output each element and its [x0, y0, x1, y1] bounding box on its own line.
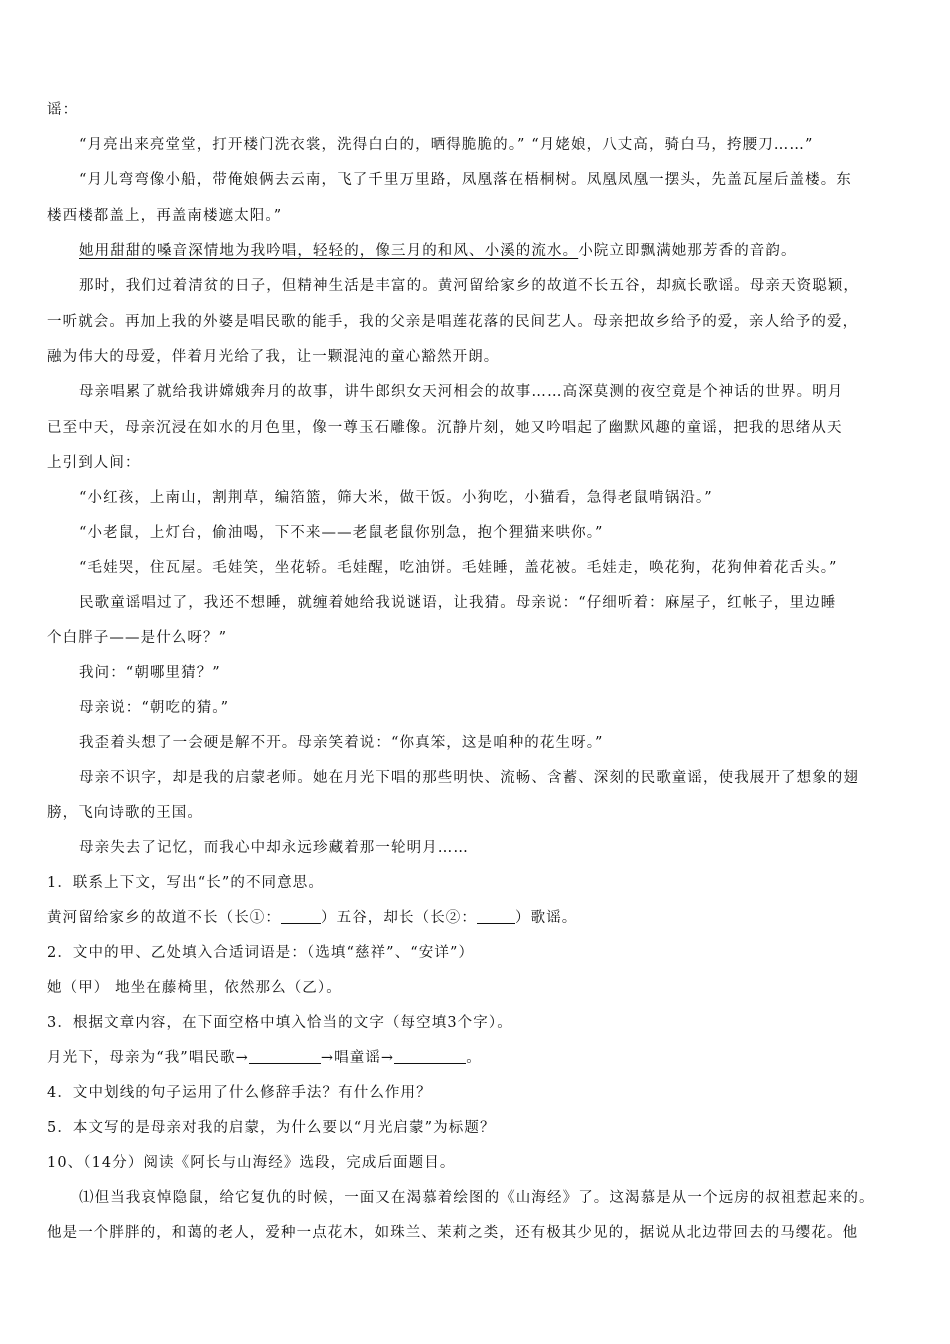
question-2-sentence: 她（甲） 地坐在藤椅里，依然那么（乙）。: [47, 980, 342, 996]
text-line: 母亲失去了记忆，而我心中却永远珍藏着那一轮明月……: [79, 840, 469, 856]
text-line: 膀，飞向诗歌的王国。: [47, 805, 203, 821]
question-4: 4．文中划线的句子运用了什么修辞手法？有什么作用？: [47, 1085, 432, 1101]
text-line: 我问：“朝哪里猜？”: [79, 665, 221, 681]
text-line: 我歪着头想了一会硬是解不开。母亲笑着说：“你真笨，这是咱种的花生呀。”: [79, 735, 604, 751]
text-line: 母亲唱累了就给我讲嫦娥奔月的故事，讲牛郎织女天河相会的故事……高深莫测的夜空竟是个神话的世界。明月: [79, 384, 844, 400]
answer-blank[interactable]: [477, 908, 515, 924]
text-line: 上引到人间：: [47, 455, 141, 471]
text-line: 融为伟大的母爱，伴着月光给了我，让一颗混沌的童心豁然开朗。: [47, 349, 500, 365]
text-line: 母亲不识字，却是我的启蒙老师。她在月光下唱的那些明快、流畅、含蓄、深刻的民歌童谣，使我展开了想象的翅: [79, 770, 859, 786]
text-line: 他是一个胖胖的，和蔼的老人，爱种一点花木，如珠兰、茉莉之类，还有极其少见的，据说从北边带回去的马缨花。他: [47, 1225, 859, 1241]
answer-blank[interactable]: [281, 908, 321, 924]
question-1: 1．联系上下文，写出“长”的不同意思。: [47, 875, 324, 891]
text-line: 民歌童谣唱过了，我还不想睡，就缠着她给我说谜语，让我猜。母亲说：“仔细听着：麻屋子，红帐子，里边睡: [79, 595, 837, 611]
text-line: 个白胖子——是什么呀？”: [47, 630, 228, 646]
answer-blank[interactable]: [249, 1048, 321, 1064]
text-line: 楼西楼都盖上，再盖南楼遮太阳。”: [47, 208, 283, 224]
text-line: 已至中天，母亲沉浸在如水的月色里，像一尊玉石雕像。沉静片刻，她又吟唱起了幽默风趣的童谣，把我的思绪从天: [47, 420, 843, 436]
text-line: 母亲说：“朝吃的猜。”: [79, 700, 230, 716]
underlined-sentence: 她用甜甜的嗓音深情地为我吟唱，轻轻的，像三月的和风、小溪的流水。: [79, 243, 579, 259]
question-2: 2．文中的甲、乙处填入合适词语是：（选填“慈祥”、“安详”）: [47, 945, 475, 961]
text-line: ⑴但当我哀悼隐鼠，给它复仇的时候，一面又在渴慕着绘图的《山海经》了。这渴慕是从一个远房的叔祖惹起来的。: [79, 1190, 875, 1206]
question-1-blanks: 黄河留给家乡的故道不长（长①： ）五谷，却长（长②： ）歌谣。: [47, 910, 578, 926]
text-line: “小红孩，上南山，割荆草，编箔篮，筛大米，做干饭。小狗吃，小猫看，急得老鼠啃锅沿。”: [79, 490, 713, 506]
question-3-blanks: 月光下，母亲为“我”唱民歌→ →唱童谣→ 。: [47, 1050, 482, 1066]
text-line: “月亮出来亮堂堂，打开楼门洗衣裳，洗得白白的，晒得脆脆的。” “月姥娘，八丈高，骑白马，挎腰刀……”: [79, 137, 814, 153]
text-line: 她用甜甜的嗓音深情地为我吟唱，轻轻的，像三月的和风、小溪的流水。小院立即飘满她那芳香的音韵。: [79, 243, 797, 259]
text-line: “小老鼠，上灯台，偷油喝，下不来——老鼠老鼠你别急，抱个狸猫来哄你。”: [79, 525, 604, 541]
text-line: 那时，我们过着清贫的日子，但精神生活是丰富的。黄河留给家乡的故道不长五谷，却疯长歌谣。母亲天资聪颖，: [79, 278, 859, 294]
text-line: “月儿弯弯像小船，带俺娘俩去云南，飞了千里万里路，凤凰落在梧桐树。凤凰凤凰一摆头，先盖瓦屋后盖楼。东: [79, 172, 852, 188]
text-line: 谣：: [47, 102, 79, 118]
question-5: 5．本文写的是母亲对我的启蒙，为什么要以“月光启蒙”为标题？: [47, 1120, 496, 1136]
section-10-heading: 10、（14分）阅读《阿长与山海经》选段，完成后面题目。: [47, 1155, 456, 1171]
text-line: 一听就会。再加上我的外婆是唱民歌的能手，我的父亲是唱莲花落的民间艺人。母亲把故乡给予的爱，亲人给予的爱，: [47, 314, 859, 330]
text-line: “毛娃哭，住瓦屋。毛娃笑，坐花轿。毛娃醒，吃油饼。毛娃睡，盖花被。毛娃走，唤花狗，花狗伸着花舌头。”: [79, 560, 838, 576]
question-3: 3．根据文章内容，在下面空格中填入恰当的文字（每空填3个字）。: [47, 1015, 513, 1031]
answer-blank[interactable]: [394, 1048, 466, 1064]
